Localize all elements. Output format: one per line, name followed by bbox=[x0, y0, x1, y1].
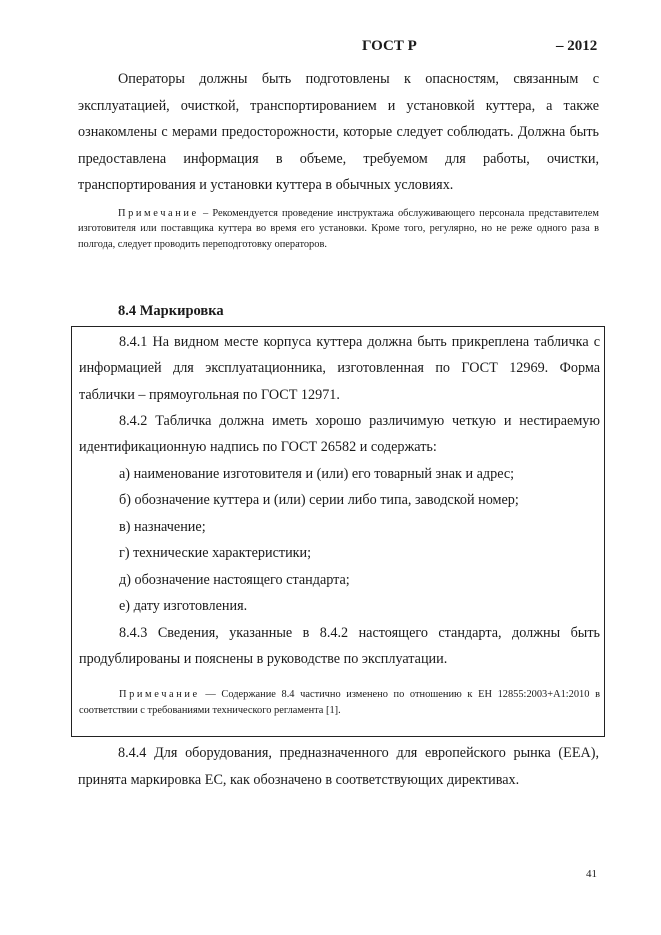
intro-paragraph: Операторы должны быть подготовлены к опасностям, связанным с эксплуатацией, очисткой, транспортированием и установкой куттера, а также ознакомлены с мерами предосторожности, которые следует соблюдать. Должна быть предоставлена информация в объеме, требуемом для работы, очистки, транспортирования и установки куттера в обычных условиях. bbox=[78, 71, 599, 193]
note-text: — Содержание 8.4 частично изменено по отношению к ЕН 12855:2003+А1:2010 в соответствии с требованиями технического регламента [1]. bbox=[79, 689, 600, 716]
paragraph-8-4-1: 8.4.1 На видном месте корпуса куттера должна быть прикреплена табличка с информацией для эксплуатационника, изготовленная по ГОСТ 12969. Форма таблички – прямоугольная по ГОСТ 12971. bbox=[79, 334, 600, 403]
list-item-e: е) дату изготовления. bbox=[119, 598, 248, 614]
standard-year: – 2012 bbox=[556, 38, 598, 54]
section-note bbox=[79, 687, 600, 719]
standard-designation: ГОСТ Р bbox=[362, 38, 417, 54]
paragraph-8-4-3: 8.4.3 Сведения, указанные в 8.4.2 настоящего стандарта, должны быть продублированы и пояснены в руководстве по эксплуатации. bbox=[79, 625, 600, 668]
note-label: Примечание bbox=[118, 208, 199, 219]
list-item-a: а) наименование изготовителя и (или) его товарный знак и адрес; bbox=[119, 466, 515, 482]
note-label: Примечание bbox=[119, 689, 200, 700]
paragraph-8-4-2: 8.4.2 Табличка должна иметь хорошо различимую четкую и нестираемую идентификационную надпись по ГОСТ 26582 и содержать: bbox=[79, 413, 600, 456]
list-item-d: д) обозначение настоящего стандарта; bbox=[119, 572, 350, 588]
amended-section-frame bbox=[71, 326, 605, 737]
page-number: 41 bbox=[586, 868, 597, 880]
paragraph-8-4-4: 8.4.4 Для оборудования, предназначенного для европейского рынка (ЕЕА), принята маркировка ЕС, как обозначено в соответствующих директивах. bbox=[78, 745, 599, 788]
note-text: – Рекомендуется проведение инструктажа обслуживающего персонала представителем изготовителя или поставщика куттера во время его установки. Кроме того, регулярно, но не реже одного раза в полгода, следует проводить переподготовку операторов. bbox=[78, 208, 599, 250]
list-item-g: г) технические характеристики; bbox=[119, 545, 312, 561]
section-title: 8.4 Маркировка bbox=[118, 303, 224, 319]
intro-note bbox=[78, 206, 599, 252]
list-item-b: б) обозначение куттера и (или) серии либо типа, заводской номер; bbox=[119, 492, 519, 508]
list-item-v: в) назначение; bbox=[119, 519, 206, 535]
